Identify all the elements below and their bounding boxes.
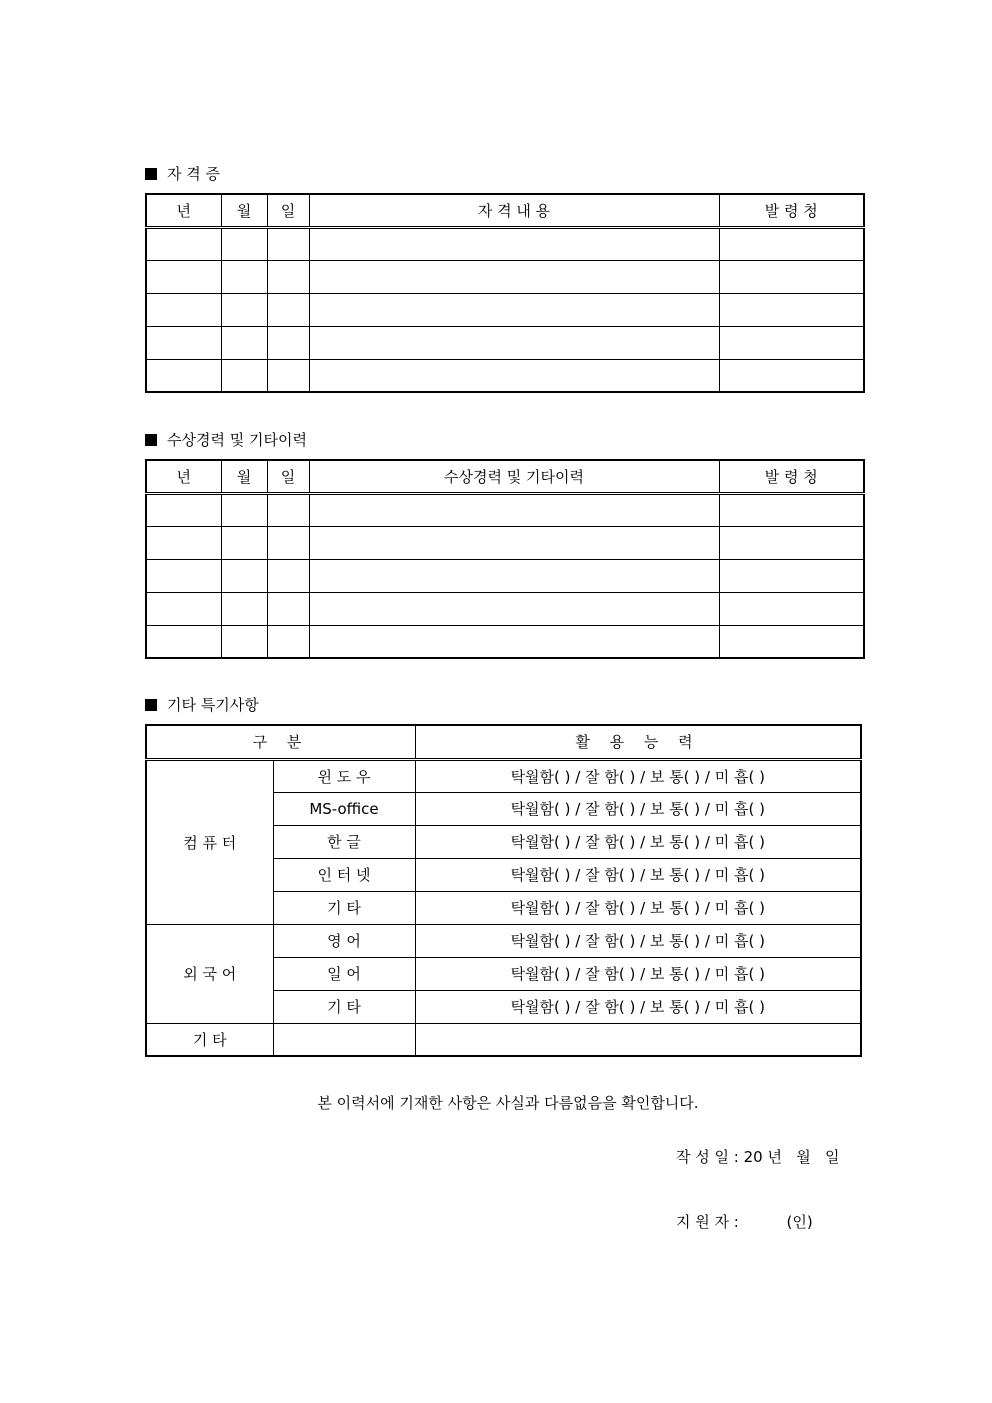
table-row bbox=[146, 260, 864, 293]
year-cell[interactable] bbox=[146, 326, 221, 359]
certs-heading bbox=[145, 163, 220, 184]
awards-heading bbox=[145, 429, 307, 450]
awards-title: 수상경력 및 기타이력 bbox=[167, 431, 307, 449]
issuer-cell[interactable] bbox=[719, 260, 864, 293]
day-cell[interactable] bbox=[267, 359, 309, 392]
year-cell[interactable] bbox=[146, 227, 221, 260]
col-month: 월 bbox=[221, 460, 267, 493]
year-cell[interactable] bbox=[146, 559, 221, 592]
certs-table bbox=[145, 193, 865, 393]
year-cell[interactable] bbox=[146, 526, 221, 559]
skill-item: 인 터 넷 bbox=[273, 858, 415, 891]
day-cell[interactable] bbox=[267, 559, 309, 592]
table-row bbox=[146, 359, 864, 392]
skill-scale: 탁월함( ) / 잘 함( ) / 보 통( ) / 미 흡( ) bbox=[415, 891, 861, 924]
col-content: 자 격 내 용 bbox=[309, 194, 719, 227]
table-row bbox=[146, 592, 864, 625]
day-cell[interactable] bbox=[267, 293, 309, 326]
issuer-cell[interactable] bbox=[719, 227, 864, 260]
skill-item: MS-office bbox=[273, 792, 415, 825]
month-cell[interactable] bbox=[221, 592, 267, 625]
skill-item: 영 어 bbox=[273, 924, 415, 957]
square-bullet-icon bbox=[145, 699, 157, 711]
computer-label: 컴 퓨 터 bbox=[146, 759, 273, 924]
year-cell[interactable] bbox=[146, 359, 221, 392]
month-cell[interactable] bbox=[221, 493, 267, 526]
content-cell[interactable] bbox=[309, 526, 719, 559]
header-category: 구 분 bbox=[146, 725, 415, 759]
month-cell[interactable] bbox=[221, 359, 267, 392]
content-cell[interactable] bbox=[309, 359, 719, 392]
col-day: 일 bbox=[267, 460, 309, 493]
table-row bbox=[146, 326, 864, 359]
col-day: 일 bbox=[267, 194, 309, 227]
skills-table bbox=[145, 724, 862, 1057]
content-cell[interactable] bbox=[309, 293, 719, 326]
year-cell[interactable] bbox=[146, 260, 221, 293]
day-cell[interactable] bbox=[267, 526, 309, 559]
table-row bbox=[146, 526, 864, 559]
col-content: 수상경력 및 기타이력 bbox=[309, 460, 719, 493]
month-cell[interactable] bbox=[221, 293, 267, 326]
skill-scale: 탁월함( ) / 잘 함( ) / 보 통( ) / 미 흡( ) bbox=[415, 825, 861, 858]
content-cell[interactable] bbox=[309, 260, 719, 293]
day-cell[interactable] bbox=[267, 592, 309, 625]
other-item-cell[interactable] bbox=[273, 1023, 415, 1056]
table-row bbox=[146, 559, 864, 592]
col-year: 년 bbox=[146, 460, 221, 493]
skill-item: 윈 도 우 bbox=[273, 759, 415, 792]
content-cell[interactable] bbox=[309, 227, 719, 260]
language-label: 외 국 어 bbox=[146, 924, 273, 1023]
issuer-cell[interactable] bbox=[719, 625, 864, 658]
content-cell[interactable] bbox=[309, 493, 719, 526]
day-cell[interactable] bbox=[267, 625, 309, 658]
skill-scale: 탁월함( ) / 잘 함( ) / 보 통( ) / 미 흡( ) bbox=[415, 957, 861, 990]
year-cell[interactable] bbox=[146, 592, 221, 625]
header-ability: 활 용 능 력 bbox=[415, 725, 861, 759]
table-row bbox=[146, 493, 864, 526]
other-ability-cell[interactable] bbox=[415, 1023, 861, 1056]
year-cell[interactable] bbox=[146, 293, 221, 326]
month-cell[interactable] bbox=[221, 625, 267, 658]
day-cell[interactable] bbox=[267, 227, 309, 260]
skill-item: 기 타 bbox=[273, 891, 415, 924]
content-cell[interactable] bbox=[309, 592, 719, 625]
skill-scale: 탁월함( ) / 잘 함( ) / 보 통( ) / 미 흡( ) bbox=[415, 792, 861, 825]
col-month: 월 bbox=[221, 194, 267, 227]
content-cell[interactable] bbox=[309, 559, 719, 592]
skill-item: 한 글 bbox=[273, 825, 415, 858]
issuer-cell[interactable] bbox=[719, 326, 864, 359]
awards-table bbox=[145, 459, 865, 659]
year-cell[interactable] bbox=[146, 493, 221, 526]
issuer-cell[interactable] bbox=[719, 526, 864, 559]
month-cell[interactable] bbox=[221, 526, 267, 559]
other-label: 기 타 bbox=[146, 1023, 273, 1056]
skill-scale: 탁월함( ) / 잘 함( ) / 보 통( ) / 미 흡( ) bbox=[415, 858, 861, 891]
issuer-cell[interactable] bbox=[719, 493, 864, 526]
year-cell[interactable] bbox=[146, 625, 221, 658]
month-cell[interactable] bbox=[221, 260, 267, 293]
issuer-cell[interactable] bbox=[719, 293, 864, 326]
skills-heading bbox=[145, 694, 259, 715]
skill-scale: 탁월함( ) / 잘 함( ) / 보 통( ) / 미 흡( ) bbox=[415, 990, 861, 1023]
table-row bbox=[146, 293, 864, 326]
day-cell[interactable] bbox=[267, 260, 309, 293]
skill-scale: 탁월함( ) / 잘 함( ) / 보 통( ) / 미 흡( ) bbox=[415, 924, 861, 957]
skill-scale: 탁월함( ) / 잘 함( ) / 보 통( ) / 미 흡( ) bbox=[415, 759, 861, 792]
col-year: 년 bbox=[146, 194, 221, 227]
day-cell[interactable] bbox=[267, 493, 309, 526]
content-cell[interactable] bbox=[309, 625, 719, 658]
issuer-cell[interactable] bbox=[719, 359, 864, 392]
confirmation-statement: 본 이력서에 기재한 사항은 사실과 다름없음을 확인합니다. bbox=[317, 1094, 699, 1112]
date-line: 작 성 일 : 20 년 월 일 bbox=[676, 1148, 840, 1166]
square-bullet-icon bbox=[145, 434, 157, 446]
issuer-cell[interactable] bbox=[719, 559, 864, 592]
month-cell[interactable] bbox=[221, 227, 267, 260]
table-row bbox=[146, 227, 864, 260]
certs-title: 자 격 증 bbox=[167, 165, 221, 183]
applicant-line: 지 원 자 : (인) bbox=[676, 1213, 813, 1231]
month-cell[interactable] bbox=[221, 559, 267, 592]
skill-item: 일 어 bbox=[273, 957, 415, 990]
issuer-cell[interactable] bbox=[719, 592, 864, 625]
content-cell[interactable] bbox=[309, 326, 719, 359]
col-issuer: 발 령 청 bbox=[719, 460, 864, 493]
square-bullet-icon bbox=[145, 168, 157, 180]
month-cell[interactable] bbox=[221, 326, 267, 359]
day-cell[interactable] bbox=[267, 326, 309, 359]
skill-item: 기 타 bbox=[273, 990, 415, 1023]
table-row bbox=[146, 625, 864, 658]
skills-title: 기타 특기사항 bbox=[167, 696, 259, 714]
col-issuer: 발 령 청 bbox=[719, 194, 864, 227]
